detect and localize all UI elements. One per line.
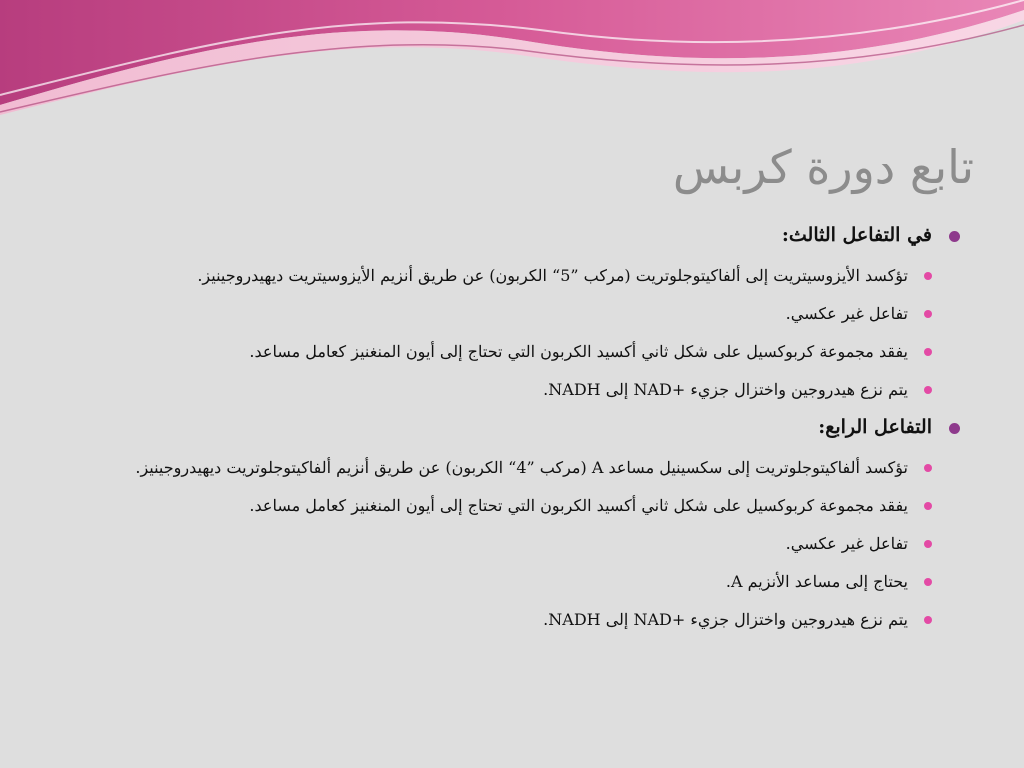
list-item (60, 606, 908, 634)
list-item (60, 530, 908, 558)
slide-title: تابع دورة كربس (672, 140, 974, 194)
bullet-icon (924, 272, 932, 280)
bullet-icon (924, 502, 932, 510)
list-item (60, 568, 908, 596)
section-third-reaction (60, 222, 932, 404)
heading-bullet-icon (949, 231, 960, 242)
bullet-icon (924, 464, 932, 472)
list-item (60, 376, 908, 404)
bullet-icon (924, 540, 932, 548)
list-item (60, 300, 908, 328)
section-fourth-reaction (60, 414, 932, 634)
bullet-icon (924, 578, 932, 586)
list-item-text: يفقد مجموعة كربوكسيل على شكل ثاني أكسيد الكربون التي تحتاج إلى أيون المنغنيز كعامل مساعد. (249, 342, 908, 361)
bullet-icon (924, 310, 932, 318)
bullet-icon (924, 386, 932, 394)
list-item-text: يتم نزع هيدروجين واختزال جزيء +NAD إلى NADH. (543, 610, 908, 629)
list-item-text: تؤكسد الأيزوسيتريت إلى ألفاكيتوجلوتريت (مركب ”5“ الكربون) عن طريق أنزيم الأيزوسيتريت ديهيدروجينيز. (197, 266, 908, 285)
bullet-list (60, 262, 932, 404)
list-item-text: يفقد مجموعة كربوكسيل على شكل ثاني أكسيد الكربون التي تحتاج إلى أيون المنغنيز كعامل مساعد. (249, 496, 908, 515)
heading-bullet-icon (949, 423, 960, 434)
list-item (60, 454, 908, 482)
list-item (60, 492, 908, 520)
slide-content (60, 222, 932, 644)
bullet-icon (924, 348, 932, 356)
list-item (60, 338, 908, 366)
list-item (60, 262, 908, 290)
list-item-text: تؤكسد ألفاكيتوجلوتريت إلى سكسينيل مساعد A (مركب ”4“ الكربون) عن طريق أنزيم ألفاكيتوجلوتريت ديهيدروجينيز. (135, 458, 908, 477)
section-heading (60, 414, 932, 440)
bullet-icon (924, 616, 932, 624)
list-item-text: يتم نزع هيدروجين واختزال جزيء +NAD إلى NADH. (543, 380, 908, 399)
list-item-text: تفاعل غير عكسي. (785, 534, 908, 553)
list-item-text: تفاعل غير عكسي. (785, 304, 908, 323)
heading-text: في التفاعل الثالث: (781, 224, 932, 246)
section-heading (60, 222, 932, 248)
list-item-text: يحتاج إلى مساعد الأنزيم A. (725, 572, 908, 591)
decorative-wave-banner (0, 0, 1024, 130)
heading-text: التفاعل الرابع: (818, 416, 932, 438)
bullet-list (60, 454, 932, 634)
